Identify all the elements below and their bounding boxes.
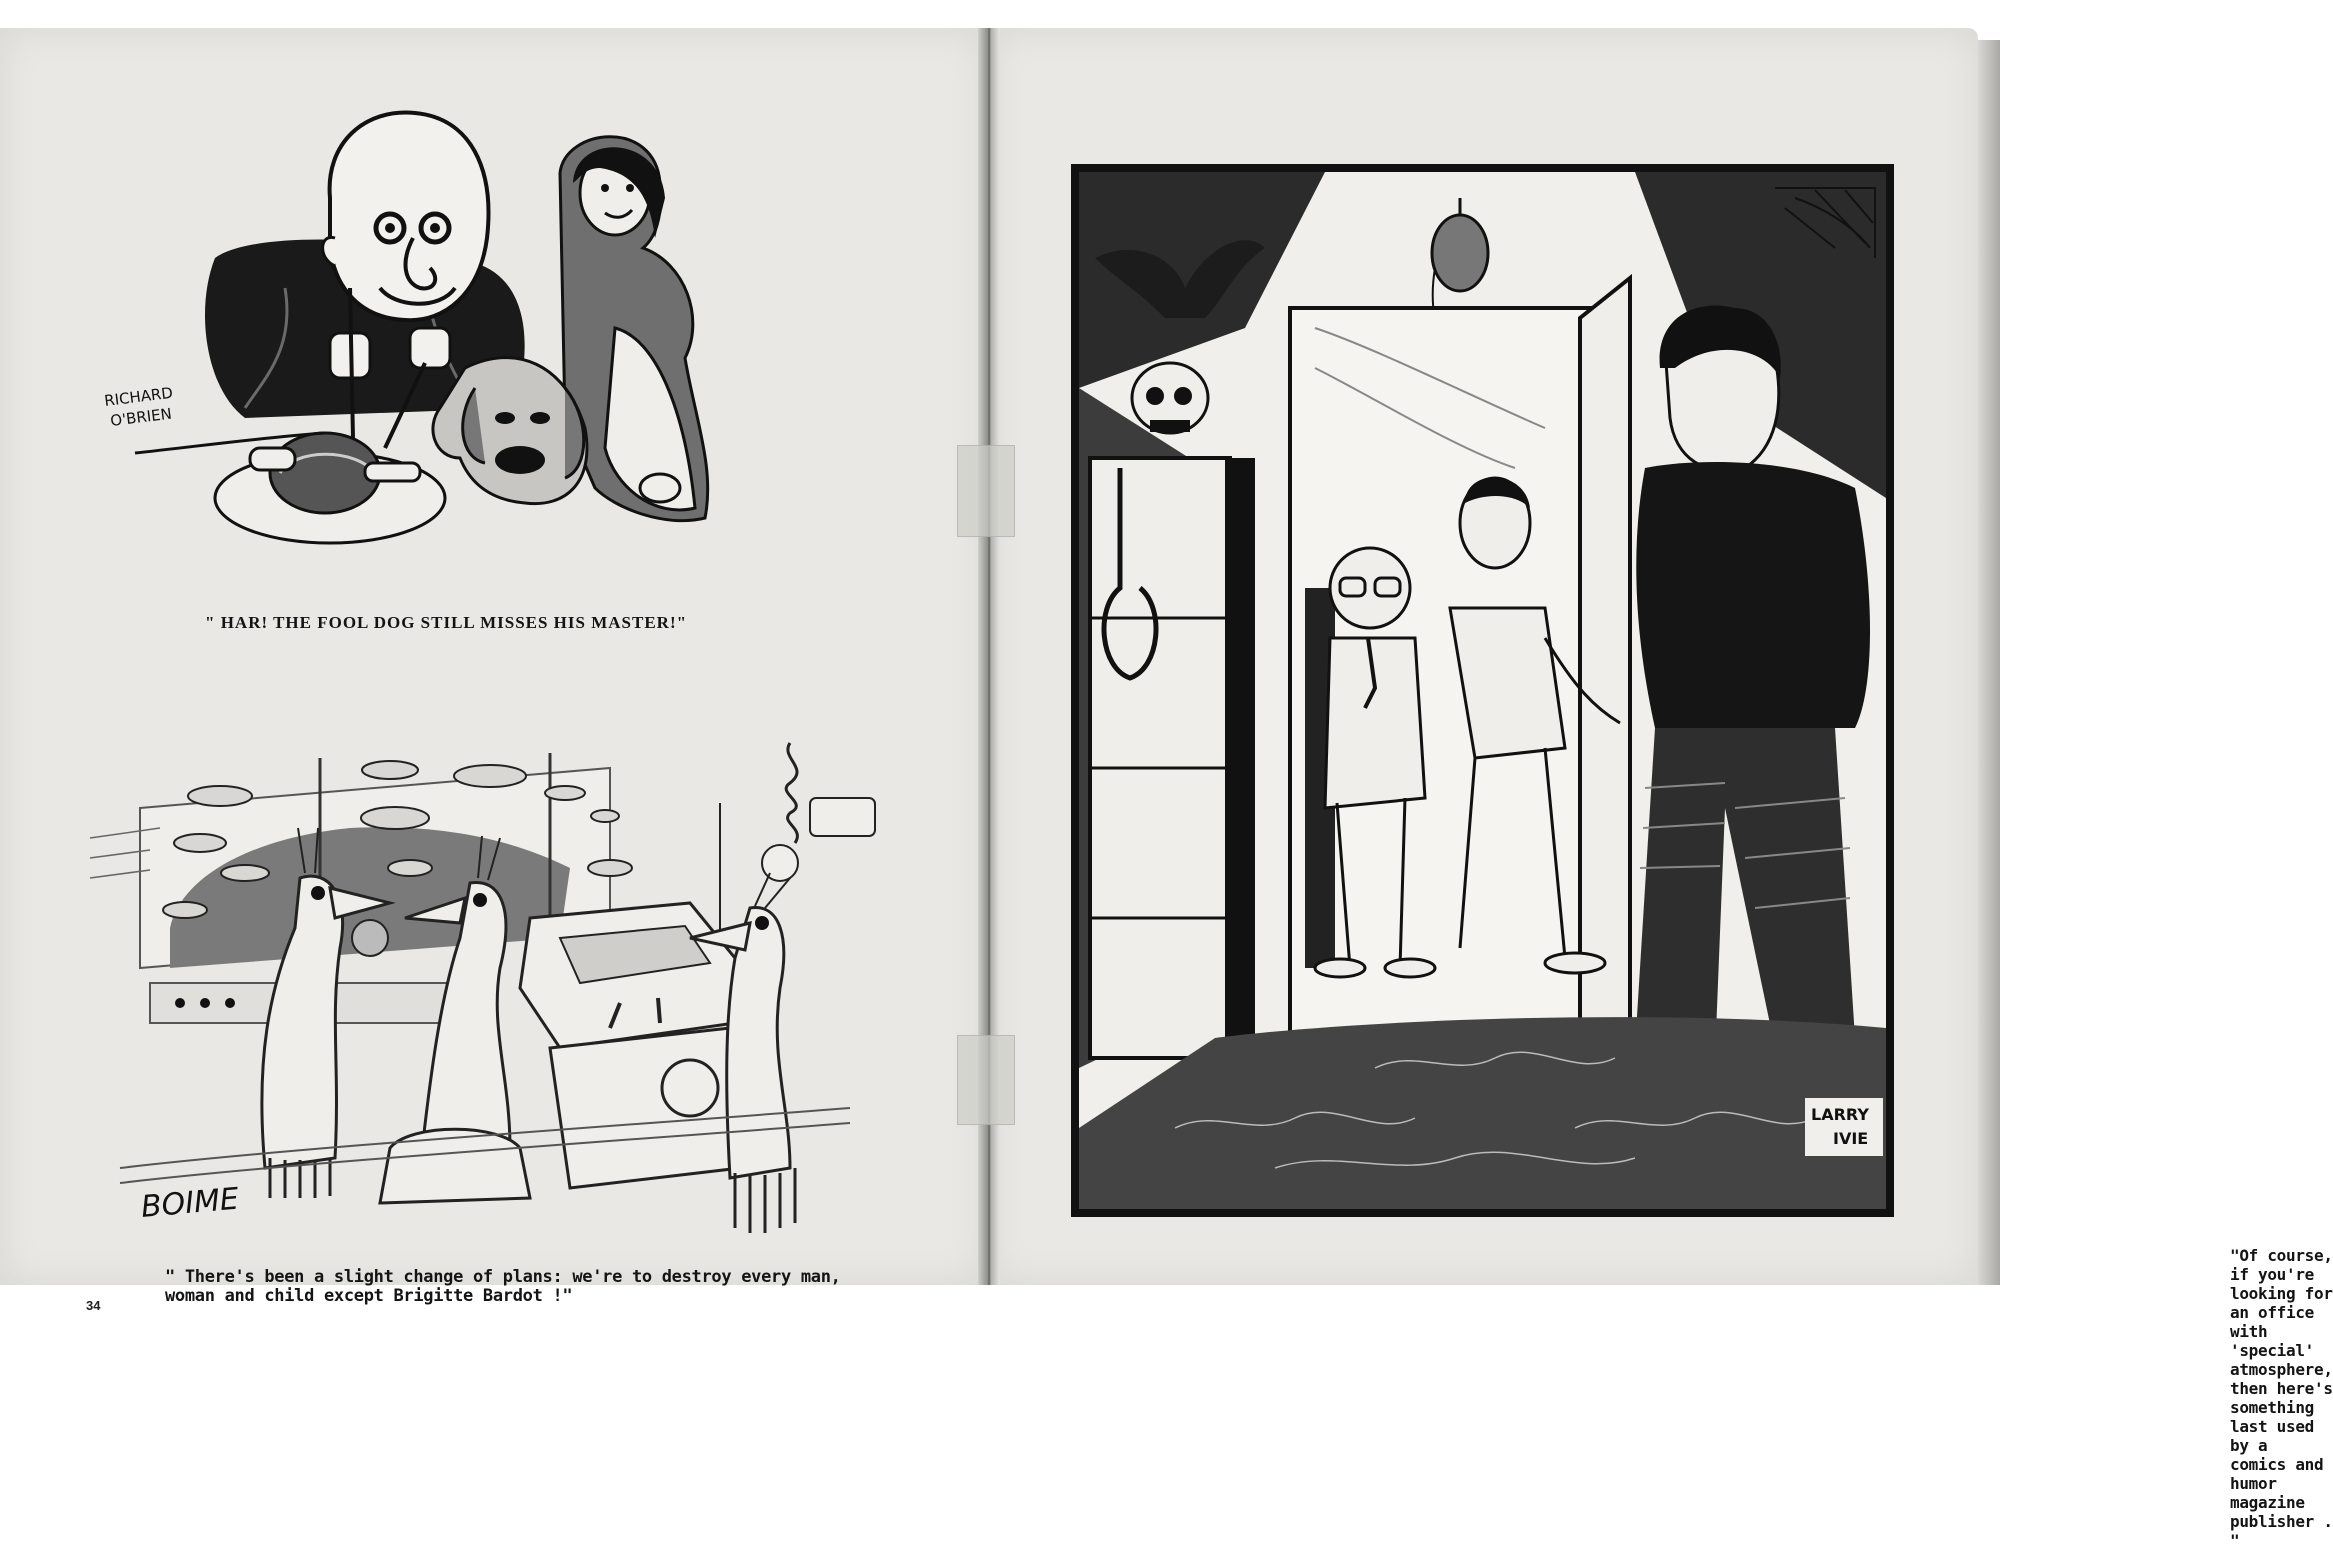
tape-upper [957, 445, 1015, 537]
cartoon-haunted-office [1075, 168, 1890, 1213]
tape-lower [957, 1035, 1015, 1125]
svg-text:BOIME: BOIME [139, 1181, 241, 1225]
page-edges [1978, 40, 2000, 1285]
page-number: 34 [86, 1298, 101, 1313]
caption-fester-cartoon: " HAR! THE FOOL DOG STILL MISSES HIS MASTER!" [205, 613, 688, 632]
caption-haunted-office-cartoon: "Of course, if you're looking for an office with 'special' atmosphere, then here's something last used by a comics and humor magazine publisher . " [2230, 1246, 2333, 1550]
left-page [0, 28, 985, 1313]
svg-text:O'BRIEN: O'BRIEN [109, 404, 173, 430]
svg-text:IVIE: IVIE [1833, 1129, 1869, 1148]
caption-aliens-cartoon: " There's been a slight change of plans: we're to destroy every man, woman and child except Brigitte Bardot !" [165, 1267, 841, 1306]
svg-text:LARRY: LARRY [1811, 1105, 1869, 1124]
cartoon-aliens-control-room [90, 728, 870, 1248]
right-page [990, 28, 2333, 1550]
signature-larry-ivie [1805, 1098, 1885, 1158]
signature-boime [140, 1183, 250, 1228]
cartoon-fester-dog [95, 88, 735, 588]
signature-richard-obrien [103, 383, 213, 438]
svg-text:RICHARD: RICHARD [103, 383, 174, 410]
